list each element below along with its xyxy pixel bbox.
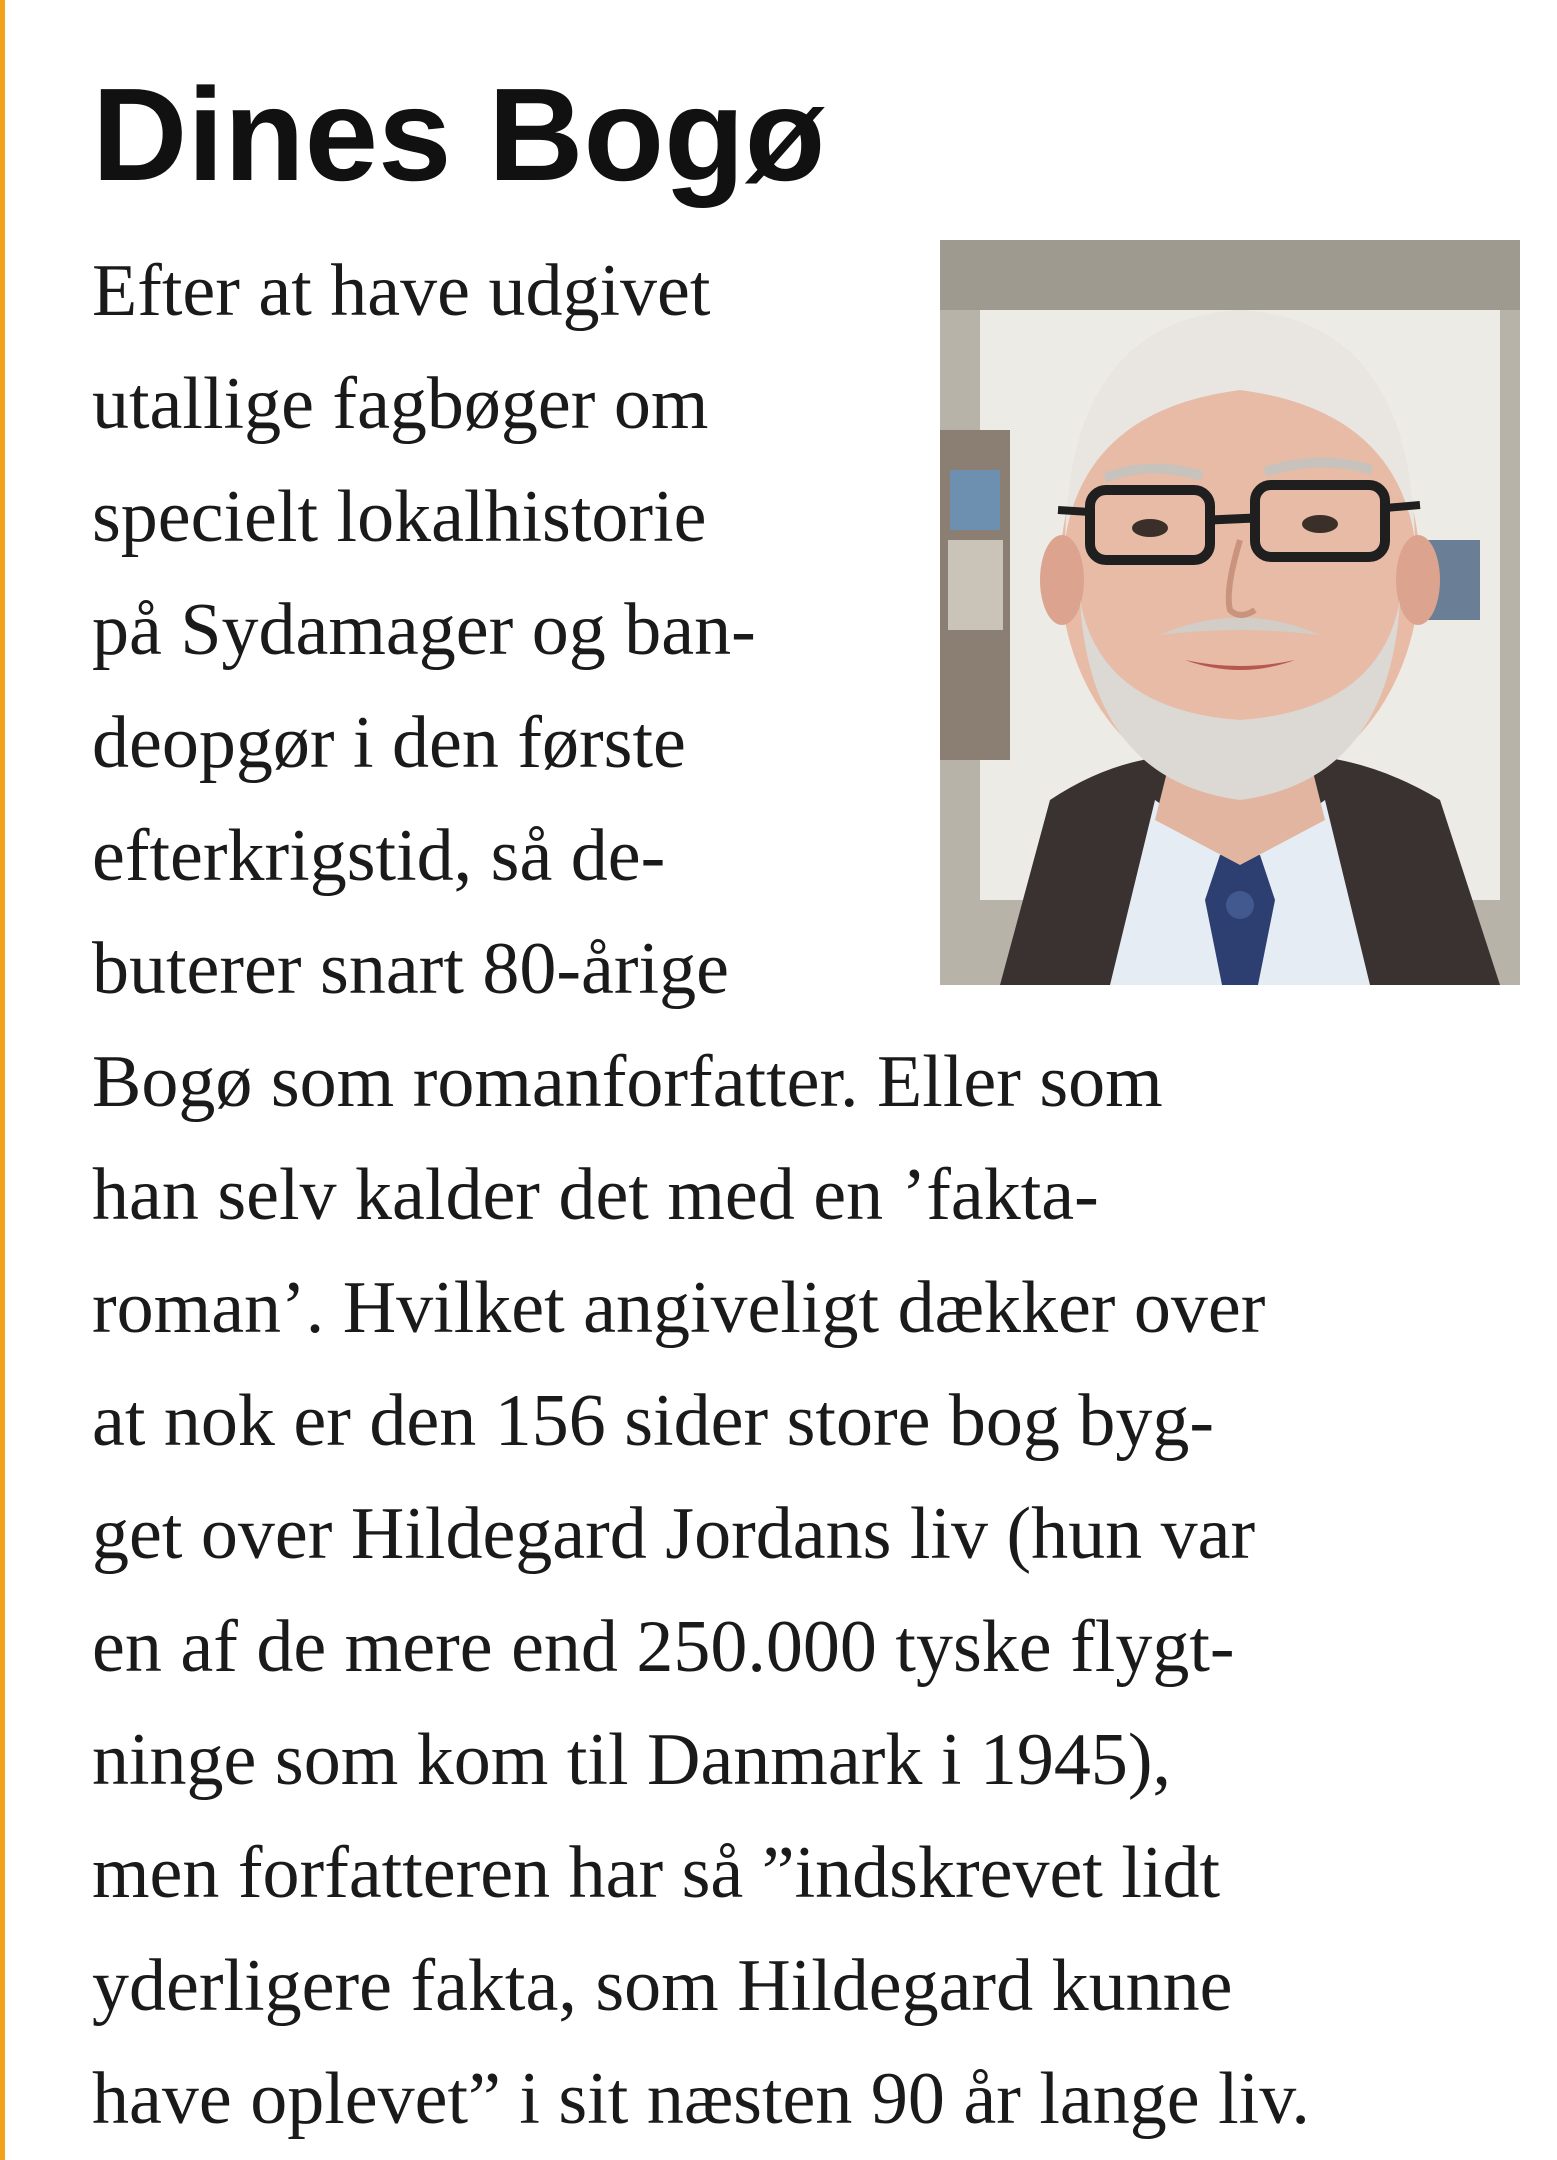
body-line: en af de mere end 250.000 tyske flygt- [92,1606,1235,1688]
body-line: Bogø som romanforfatter. Eller som [92,1041,1163,1123]
body-line: deopgør i den første [92,702,686,784]
body-line: Efter at have udgivet [92,250,711,332]
body-line: efterkrigstid, så de- [92,815,666,897]
body-line: utallige fagbøger om [92,363,709,445]
body-line: have oplevet” i sit næsten 90 år lange liv. [92,2058,1310,2140]
body-line: yderligere fakta, som Hildegard kunne [92,1945,1233,2027]
body-line: roman’. Hvilket angiveligt dækker over [92,1267,1266,1349]
body-line: buterer snart 80-årige [92,928,729,1010]
body-line: get over Hildegard Jordans liv (hun var [92,1493,1256,1575]
article-body [92,235,1522,2156]
body-line: på Sydamager og ban- [92,589,756,671]
body-line: ninge som kom til Danmark i 1945), [92,1719,1172,1801]
article-headline: Dines Bogø [92,61,826,208]
accent-rule [0,0,5,2160]
article [92,60,1522,2140]
body-line: han selv kalder det med en ’fakta- [92,1154,1099,1236]
body-line: specielt lokalhistorie [92,476,707,558]
body-line: at nok er den 156 sider store bog byg- [92,1380,1215,1462]
body-line: men forfatteren har så ”indskrevet lidt [92,1832,1221,1914]
